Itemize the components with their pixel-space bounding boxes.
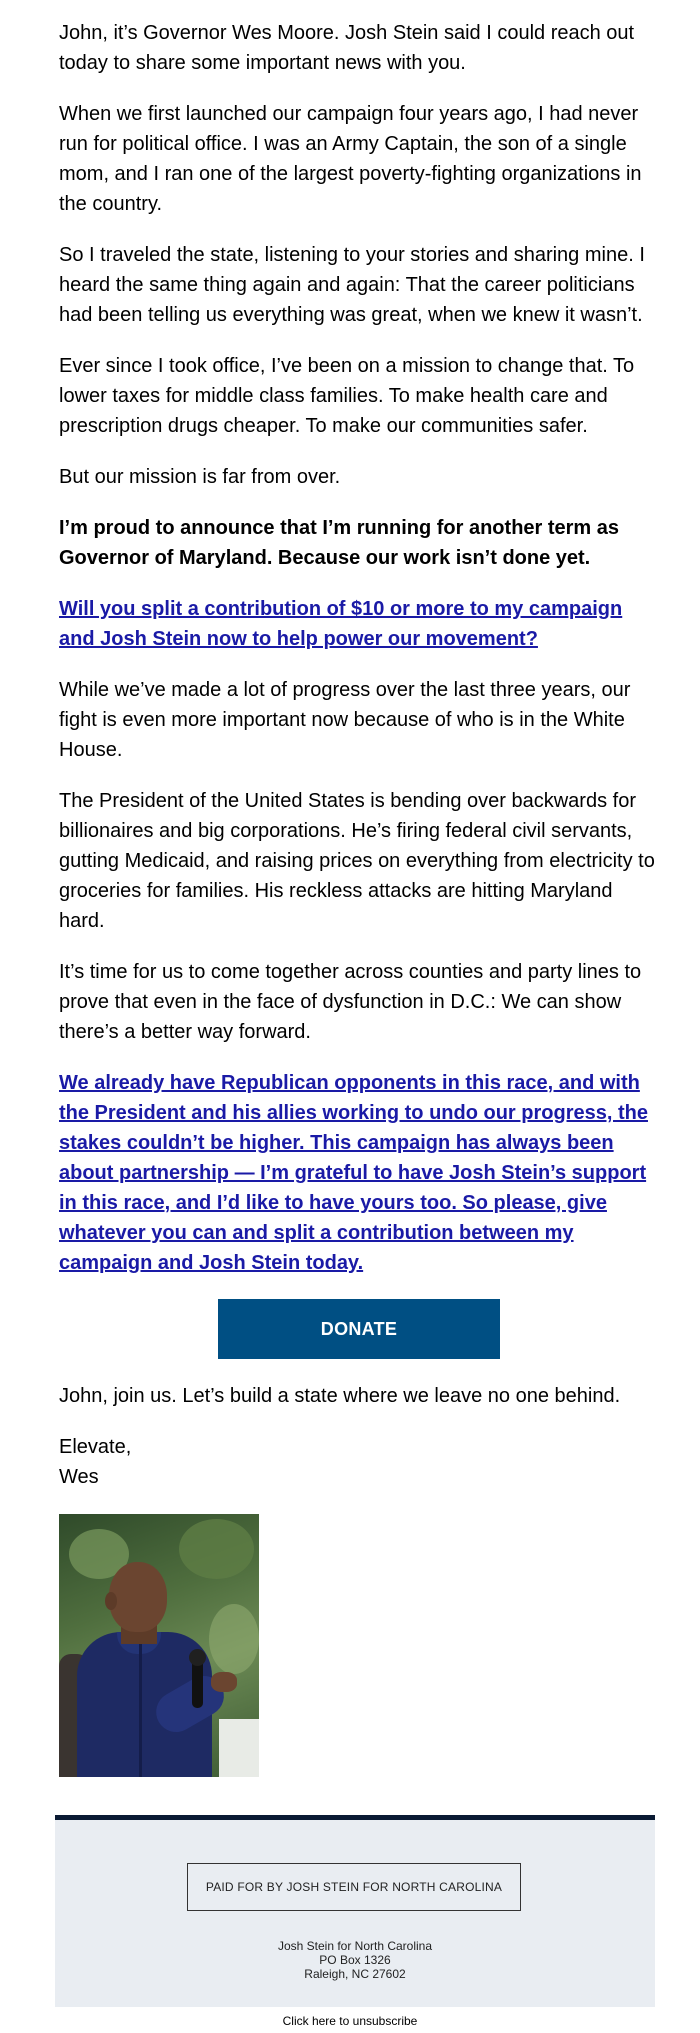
address-org-name: Josh Stein for North Carolina (277, 1939, 433, 1953)
contribution-link-1[interactable]: Will you split a contribution of $10 or more to my campaign and Josh Stein now to help power our movement? (59, 598, 623, 650)
photo-head (109, 1562, 167, 1632)
mission-paragraph: Ever since I took office, I’ve been on a mission to change that. To lower taxes for middle class families. To make health care and prescription drugs cheaper. To make our communities safer. (59, 355, 635, 437)
campaign-origin-paragraph: When we first launched our campaign four years ago, I had never run for political office. I was an Army Captain, the son of a single mom, and I ran one of the largest poverty-fighting organizations in the country. (59, 103, 642, 215)
photo-ear (105, 1592, 117, 1610)
donate-wrapper (59, 1299, 659, 1359)
photo-background-light (219, 1719, 259, 1777)
footer-box (55, 1820, 655, 2007)
greeting-paragraph: John, it’s Governor Wes Moore. Josh Stein said I could reach out today to share some important news with you. (59, 22, 635, 74)
photo-microphone-head (189, 1649, 206, 1666)
progress-paragraph: While we’ve made a lot of progress over the last three years, our fight is even more important now because of who is in the White House. (59, 679, 631, 761)
travel-paragraph: So I traveled the state, listening to your stories and sharing mine. I heard the same thing again and again: That the career politicians had been telling us everything was great, when we knew it wasn’t. (59, 244, 645, 326)
closing-paragraph: John, join us. Let’s build a state where we leave no one behind. (59, 1385, 621, 1407)
sign-off (59, 1432, 659, 1492)
photo-foliage (179, 1519, 254, 1579)
announcement-paragraph: I’m proud to announce that I’m running for another term as Governor of Maryland. Because our work isn’t done yet. (59, 517, 620, 569)
come-together-paragraph: It’s time for us to come together across counties and party lines to prove that even in the face of dysfunction in D.C.: We can show there’s a better way forward. (59, 961, 642, 1043)
address-city-state-zip: Raleigh, NC 27602 (304, 1967, 406, 1981)
president-paragraph: The President of the United States is bending over backwards for billionaires and big corporations. He’s firing federal civil servants, gutting Medicaid, and raising prices on everything from electricity to groceries for families. His reckless attacks are hitting Maryland hard. (59, 790, 655, 932)
unsubscribe-link[interactable]: Click here to unsubscribe (282, 2014, 418, 2028)
wes-moore-photo (59, 1514, 259, 1777)
mailing-address (55, 1939, 655, 1981)
photo-zipper (139, 1644, 142, 1777)
paid-for-disclaimer: PAID FOR BY JOSH STEIN FOR NORTH CAROLINA (187, 1863, 521, 1911)
photo-hand (211, 1672, 237, 1692)
photo-foliage (209, 1604, 259, 1674)
valediction: Elevate, (59, 1436, 132, 1458)
cta-paragraph-1 (59, 594, 659, 654)
contribution-link-2[interactable]: We already have Republican opponents in this race, and with the President and his allies working to undo our progress, the stakes couldn’t be higher. This campaign has always been about partnership — I’m grateful to have Josh Stein’s support in this race, and I’d like to have yours too. So please, give whatever you can and split a contribution between my campaign and Josh Stein today. (59, 1072, 648, 1274)
footer (55, 1815, 655, 2007)
signature: Wes (59, 1466, 99, 1488)
cta-paragraph-2 (59, 1068, 659, 1278)
donate-button[interactable]: DONATE (218, 1299, 500, 1359)
address-po-box: PO Box 1326 (319, 1953, 391, 1967)
email-body (59, 18, 659, 1777)
mission-not-over-paragraph: But our mission is far from over. (59, 466, 341, 488)
